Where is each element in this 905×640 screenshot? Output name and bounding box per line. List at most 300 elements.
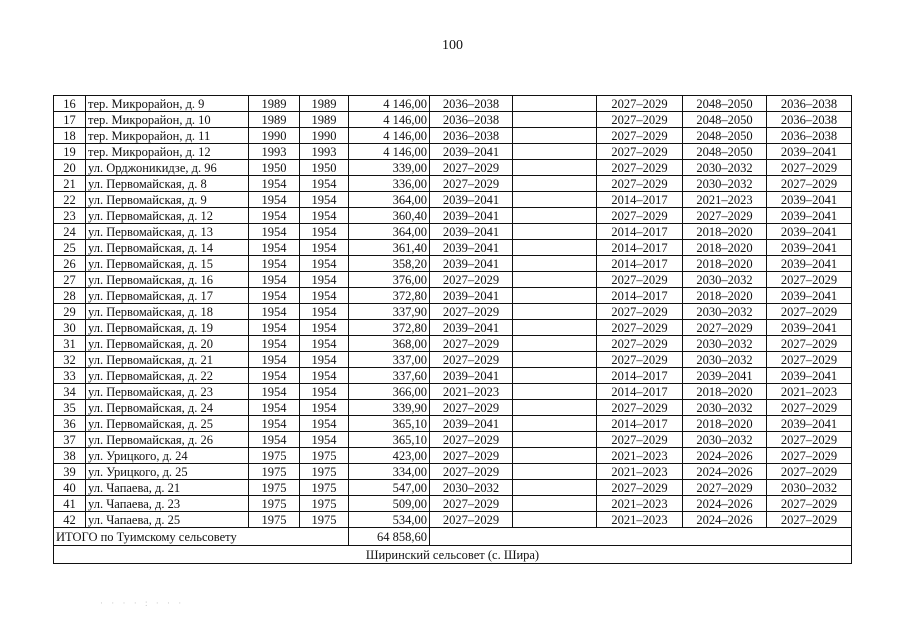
row-area: 4 146,00 [349, 128, 430, 144]
row-period-4: 2048–2050 [683, 96, 767, 112]
row-period-5: 2039–2041 [767, 256, 852, 272]
row-period-3: 2027–2029 [597, 272, 683, 288]
row-period-4: 2018–2020 [683, 256, 767, 272]
row-address: тер. Микрорайон, д. 9 [86, 96, 249, 112]
row-address: ул. Первомайская, д. 26 [86, 432, 249, 448]
table-row [54, 192, 852, 208]
row-period-3: 2021–2023 [597, 448, 683, 464]
row-year-built: 1954 [249, 224, 300, 240]
row-period-4: 2030–2032 [683, 304, 767, 320]
row-period-1: 2036–2038 [430, 96, 513, 112]
row-period-1: 2039–2041 [430, 208, 513, 224]
row-period-1: 2039–2041 [430, 192, 513, 208]
row-period-3: 2027–2029 [597, 176, 683, 192]
row-year-built: 1954 [249, 368, 300, 384]
table-row [54, 256, 852, 272]
row-number: 19 [54, 144, 86, 160]
row-number: 16 [54, 96, 86, 112]
table-row [54, 160, 852, 176]
row-period-5: 2030–2032 [767, 480, 852, 496]
row-address: ул. Первомайская, д. 23 [86, 384, 249, 400]
row-number: 31 [54, 336, 86, 352]
row-period-3: 2014–2017 [597, 368, 683, 384]
row-year-built: 1954 [249, 208, 300, 224]
row-area: 360,40 [349, 208, 430, 224]
row-period-2 [513, 272, 597, 288]
table-row [54, 384, 852, 400]
row-area: 337,60 [349, 368, 430, 384]
row-address: ул. Первомайская, д. 21 [86, 352, 249, 368]
row-year-commissioned: 1954 [300, 256, 349, 272]
row-period-3: 2014–2017 [597, 240, 683, 256]
row-period-1: 2027–2029 [430, 496, 513, 512]
row-period-4: 2027–2029 [683, 208, 767, 224]
row-period-3: 2021–2023 [597, 464, 683, 480]
row-period-4: 2048–2050 [683, 144, 767, 160]
row-address: ул. Первомайская, д. 14 [86, 240, 249, 256]
row-period-5: 2027–2029 [767, 432, 852, 448]
row-period-2 [513, 480, 597, 496]
row-area: 337,90 [349, 304, 430, 320]
row-year-built: 1954 [249, 304, 300, 320]
row-area: 423,00 [349, 448, 430, 464]
row-address: ул. Орджоникидзе, д. 96 [86, 160, 249, 176]
row-period-4: 2030–2032 [683, 176, 767, 192]
table-row [54, 448, 852, 464]
row-period-1: 2027–2029 [430, 352, 513, 368]
row-period-5: 2039–2041 [767, 320, 852, 336]
row-year-built: 1954 [249, 336, 300, 352]
row-period-1: 2039–2041 [430, 256, 513, 272]
row-address: ул. Чапаева, д. 23 [86, 496, 249, 512]
row-number: 42 [54, 512, 86, 528]
row-year-commissioned: 1954 [300, 304, 349, 320]
row-period-1: 2039–2041 [430, 368, 513, 384]
table-row [54, 128, 852, 144]
row-period-4: 2030–2032 [683, 352, 767, 368]
row-period-3: 2027–2029 [597, 320, 683, 336]
row-area: 4 146,00 [349, 112, 430, 128]
row-address: ул. Первомайская, д. 25 [86, 416, 249, 432]
row-year-commissioned: 1954 [300, 224, 349, 240]
row-period-4: 2048–2050 [683, 112, 767, 128]
row-period-3: 2027–2029 [597, 208, 683, 224]
row-period-3: 2027–2029 [597, 352, 683, 368]
row-period-5: 2027–2029 [767, 352, 852, 368]
row-period-3: 2014–2017 [597, 384, 683, 400]
row-period-3: 2021–2023 [597, 496, 683, 512]
row-period-1: 2039–2041 [430, 240, 513, 256]
row-year-built: 1954 [249, 400, 300, 416]
row-year-commissioned: 1950 [300, 160, 349, 176]
row-address: ул. Чапаева, д. 21 [86, 480, 249, 496]
section-title: Ширинский сельсовет (с. Шира) [54, 546, 852, 564]
row-number: 39 [54, 464, 86, 480]
row-number: 37 [54, 432, 86, 448]
row-period-2 [513, 240, 597, 256]
row-period-5: 2036–2038 [767, 96, 852, 112]
row-period-3: 2027–2029 [597, 432, 683, 448]
row-period-4: 2018–2020 [683, 288, 767, 304]
section-row [54, 546, 852, 564]
row-period-2 [513, 224, 597, 240]
row-period-2 [513, 448, 597, 464]
row-period-2 [513, 352, 597, 368]
table-row [54, 320, 852, 336]
row-period-1: 2027–2029 [430, 160, 513, 176]
row-year-commissioned: 1954 [300, 384, 349, 400]
row-year-commissioned: 1989 [300, 112, 349, 128]
row-area: 4 146,00 [349, 96, 430, 112]
row-period-3: 2027–2029 [597, 96, 683, 112]
row-number: 17 [54, 112, 86, 128]
row-year-built: 1954 [249, 272, 300, 288]
total-label: ИТОГО по Туимскому сельсовету [54, 528, 349, 546]
total-area: 64 858,60 [349, 528, 430, 546]
row-period-1: 2027–2029 [430, 336, 513, 352]
row-address: ул. Первомайская, д. 15 [86, 256, 249, 272]
row-year-built: 1975 [249, 496, 300, 512]
row-period-2 [513, 288, 597, 304]
row-number: 32 [54, 352, 86, 368]
table-row [54, 208, 852, 224]
row-period-3: 2027–2029 [597, 400, 683, 416]
row-year-built: 1975 [249, 464, 300, 480]
table-row [54, 272, 852, 288]
row-period-2 [513, 256, 597, 272]
row-address: ул. Урицкого, д. 25 [86, 464, 249, 480]
row-period-4: 2024–2026 [683, 512, 767, 528]
row-period-2 [513, 304, 597, 320]
row-year-built: 1954 [249, 176, 300, 192]
row-address: ул. Первомайская, д. 13 [86, 224, 249, 240]
row-period-1: 2027–2029 [430, 400, 513, 416]
row-area: 337,00 [349, 352, 430, 368]
table-row [54, 416, 852, 432]
row-address: ул. Урицкого, д. 24 [86, 448, 249, 464]
row-year-built: 1954 [249, 384, 300, 400]
table-row [54, 432, 852, 448]
row-year-built: 1954 [249, 240, 300, 256]
row-period-4: 2030–2032 [683, 336, 767, 352]
row-address: тер. Микрорайон, д. 10 [86, 112, 249, 128]
table-row [54, 480, 852, 496]
row-period-5: 2039–2041 [767, 224, 852, 240]
row-address: ул. Первомайская, д. 16 [86, 272, 249, 288]
row-period-4: 2018–2020 [683, 416, 767, 432]
row-area: 361,40 [349, 240, 430, 256]
row-period-2 [513, 208, 597, 224]
table-row [54, 512, 852, 528]
row-period-1: 2036–2038 [430, 112, 513, 128]
row-period-1: 2039–2041 [430, 288, 513, 304]
row-number: 38 [54, 448, 86, 464]
row-period-4: 2018–2020 [683, 384, 767, 400]
row-number: 18 [54, 128, 86, 144]
row-period-1: 2030–2032 [430, 480, 513, 496]
row-year-built: 1989 [249, 96, 300, 112]
row-period-1: 2027–2029 [430, 512, 513, 528]
row-area: 336,00 [349, 176, 430, 192]
row-address: тер. Микрорайон, д. 12 [86, 144, 249, 160]
row-year-built: 1975 [249, 512, 300, 528]
row-period-4: 2030–2032 [683, 432, 767, 448]
row-year-built: 1950 [249, 160, 300, 176]
row-period-4: 2027–2029 [683, 320, 767, 336]
row-period-2 [513, 400, 597, 416]
row-year-commissioned: 1993 [300, 144, 349, 160]
row-area: 334,00 [349, 464, 430, 480]
row-period-4: 2030–2032 [683, 272, 767, 288]
row-period-1: 2036–2038 [430, 128, 513, 144]
row-year-commissioned: 1989 [300, 96, 349, 112]
row-number: 20 [54, 160, 86, 176]
row-address: ул. Первомайская, д. 18 [86, 304, 249, 320]
row-period-2 [513, 128, 597, 144]
row-period-4: 2018–2020 [683, 224, 767, 240]
row-period-1: 2027–2029 [430, 304, 513, 320]
row-period-5: 2039–2041 [767, 416, 852, 432]
row-period-3: 2014–2017 [597, 288, 683, 304]
row-period-1: 2039–2041 [430, 320, 513, 336]
row-period-2 [513, 432, 597, 448]
row-period-5: 2027–2029 [767, 336, 852, 352]
table-row [54, 336, 852, 352]
row-number: 23 [54, 208, 86, 224]
row-period-3: 2027–2029 [597, 160, 683, 176]
row-year-built: 1993 [249, 144, 300, 160]
table-row [54, 464, 852, 480]
row-period-5: 2027–2029 [767, 512, 852, 528]
row-period-1: 2027–2029 [430, 272, 513, 288]
row-year-commissioned: 1954 [300, 320, 349, 336]
row-number: 27 [54, 272, 86, 288]
row-year-built: 1954 [249, 352, 300, 368]
row-period-2 [513, 192, 597, 208]
row-period-5: 2036–2038 [767, 128, 852, 144]
row-year-built: 1975 [249, 448, 300, 464]
row-period-5: 2039–2041 [767, 208, 852, 224]
row-period-3: 2014–2017 [597, 416, 683, 432]
table-row [54, 144, 852, 160]
row-period-1: 2027–2029 [430, 464, 513, 480]
row-period-3: 2027–2029 [597, 304, 683, 320]
row-year-built: 1990 [249, 128, 300, 144]
total-empty-cell [430, 528, 852, 546]
row-period-5: 2039–2041 [767, 144, 852, 160]
row-year-commissioned: 1954 [300, 272, 349, 288]
row-period-2 [513, 368, 597, 384]
row-period-1: 2027–2029 [430, 448, 513, 464]
row-period-3: 2027–2029 [597, 480, 683, 496]
row-period-3: 2021–2023 [597, 512, 683, 528]
table-row [54, 352, 852, 368]
page-number: 100 [442, 38, 463, 53]
row-area: 339,00 [349, 160, 430, 176]
row-area: 358,20 [349, 256, 430, 272]
row-period-1: 2039–2041 [430, 144, 513, 160]
table-row [54, 176, 852, 192]
row-area: 534,00 [349, 512, 430, 528]
row-number: 25 [54, 240, 86, 256]
row-year-commissioned: 1954 [300, 352, 349, 368]
row-period-5: 2021–2023 [767, 384, 852, 400]
row-period-3: 2027–2029 [597, 112, 683, 128]
row-year-commissioned: 1954 [300, 176, 349, 192]
row-year-built: 1954 [249, 416, 300, 432]
row-address: ул. Чапаева, д. 25 [86, 512, 249, 528]
row-area: 372,80 [349, 288, 430, 304]
row-address: тер. Микрорайон, д. 11 [86, 128, 249, 144]
row-period-2 [513, 112, 597, 128]
housing-table [53, 95, 852, 564]
row-area: 547,00 [349, 480, 430, 496]
row-period-5: 2039–2041 [767, 192, 852, 208]
row-year-built: 1954 [249, 288, 300, 304]
table-row [54, 400, 852, 416]
row-period-4: 2030–2032 [683, 160, 767, 176]
row-area: 364,00 [349, 224, 430, 240]
row-period-3: 2014–2017 [597, 224, 683, 240]
row-number: 34 [54, 384, 86, 400]
row-address: ул. Первомайская, д. 24 [86, 400, 249, 416]
table-row [54, 112, 852, 128]
row-period-4: 2030–2032 [683, 400, 767, 416]
row-number: 41 [54, 496, 86, 512]
row-period-5: 2036–2038 [767, 112, 852, 128]
row-number: 29 [54, 304, 86, 320]
row-year-commissioned: 1975 [300, 496, 349, 512]
table-body [54, 96, 852, 528]
row-year-commissioned: 1954 [300, 432, 349, 448]
row-period-1: 2039–2041 [430, 416, 513, 432]
row-period-2 [513, 96, 597, 112]
row-period-4: 2039–2041 [683, 368, 767, 384]
row-address: ул. Первомайская, д. 17 [86, 288, 249, 304]
row-period-5: 2027–2029 [767, 496, 852, 512]
row-year-commissioned: 1954 [300, 288, 349, 304]
row-period-2 [513, 464, 597, 480]
row-area: 4 146,00 [349, 144, 430, 160]
row-number: 28 [54, 288, 86, 304]
row-area: 509,00 [349, 496, 430, 512]
row-number: 26 [54, 256, 86, 272]
row-address: ул. Первомайская, д. 19 [86, 320, 249, 336]
row-period-2 [513, 512, 597, 528]
row-year-built: 1954 [249, 320, 300, 336]
row-period-1: 2027–2029 [430, 432, 513, 448]
row-period-3: 2027–2029 [597, 128, 683, 144]
row-area: 365,10 [349, 432, 430, 448]
row-year-commissioned: 1954 [300, 208, 349, 224]
row-period-5: 2027–2029 [767, 448, 852, 464]
row-number: 30 [54, 320, 86, 336]
row-year-commissioned: 1975 [300, 480, 349, 496]
row-period-4: 2021–2023 [683, 192, 767, 208]
row-address: ул. Первомайская, д. 9 [86, 192, 249, 208]
row-year-built: 1975 [249, 480, 300, 496]
row-period-2 [513, 416, 597, 432]
row-area: 368,00 [349, 336, 430, 352]
row-year-commissioned: 1954 [300, 240, 349, 256]
row-period-2 [513, 160, 597, 176]
row-number: 21 [54, 176, 86, 192]
row-period-5: 2039–2041 [767, 288, 852, 304]
row-year-commissioned: 1975 [300, 448, 349, 464]
row-year-built: 1954 [249, 192, 300, 208]
row-period-3: 2027–2029 [597, 144, 683, 160]
row-period-2 [513, 144, 597, 160]
row-period-3: 2027–2029 [597, 336, 683, 352]
row-period-4: 2024–2026 [683, 448, 767, 464]
row-period-4: 2018–2020 [683, 240, 767, 256]
row-area: 365,10 [349, 416, 430, 432]
row-period-5: 2027–2029 [767, 272, 852, 288]
row-year-commissioned: 1954 [300, 416, 349, 432]
row-year-commissioned: 1954 [300, 400, 349, 416]
row-period-1: 2021–2023 [430, 384, 513, 400]
row-year-built: 1989 [249, 112, 300, 128]
row-address: ул. Первомайская, д. 8 [86, 176, 249, 192]
table-row [54, 240, 852, 256]
total-row [54, 528, 852, 546]
row-year-commissioned: 1975 [300, 512, 349, 528]
table-row [54, 288, 852, 304]
row-year-built: 1954 [249, 256, 300, 272]
row-number: 35 [54, 400, 86, 416]
row-period-5: 2039–2041 [767, 240, 852, 256]
row-period-5: 2027–2029 [767, 464, 852, 480]
row-year-commissioned: 1954 [300, 192, 349, 208]
row-period-4: 2024–2026 [683, 464, 767, 480]
row-area: 372,80 [349, 320, 430, 336]
row-number: 24 [54, 224, 86, 240]
row-period-1: 2039–2041 [430, 224, 513, 240]
row-address: ул. Первомайская, д. 12 [86, 208, 249, 224]
row-year-commissioned: 1975 [300, 464, 349, 480]
row-address: ул. Первомайская, д. 20 [86, 336, 249, 352]
row-area: 339,90 [349, 400, 430, 416]
faint-marks: · · · · : · · · [100, 598, 185, 608]
row-period-4: 2048–2050 [683, 128, 767, 144]
row-period-5: 2039–2041 [767, 368, 852, 384]
row-year-built: 1954 [249, 432, 300, 448]
table-row [54, 368, 852, 384]
row-number: 36 [54, 416, 86, 432]
row-period-3: 2014–2017 [597, 192, 683, 208]
table-row [54, 496, 852, 512]
row-period-1: 2027–2029 [430, 176, 513, 192]
row-period-4: 2027–2029 [683, 480, 767, 496]
row-period-5: 2027–2029 [767, 400, 852, 416]
row-period-2 [513, 336, 597, 352]
row-period-2 [513, 320, 597, 336]
row-year-commissioned: 1990 [300, 128, 349, 144]
row-year-commissioned: 1954 [300, 368, 349, 384]
row-area: 364,00 [349, 192, 430, 208]
row-period-2 [513, 496, 597, 512]
table-row [54, 304, 852, 320]
row-number: 40 [54, 480, 86, 496]
row-period-2 [513, 384, 597, 400]
table-row [54, 224, 852, 240]
row-period-3: 2014–2017 [597, 256, 683, 272]
table-row [54, 96, 852, 112]
row-period-4: 2024–2026 [683, 496, 767, 512]
row-area: 376,00 [349, 272, 430, 288]
row-year-commissioned: 1954 [300, 336, 349, 352]
row-period-5: 2027–2029 [767, 176, 852, 192]
